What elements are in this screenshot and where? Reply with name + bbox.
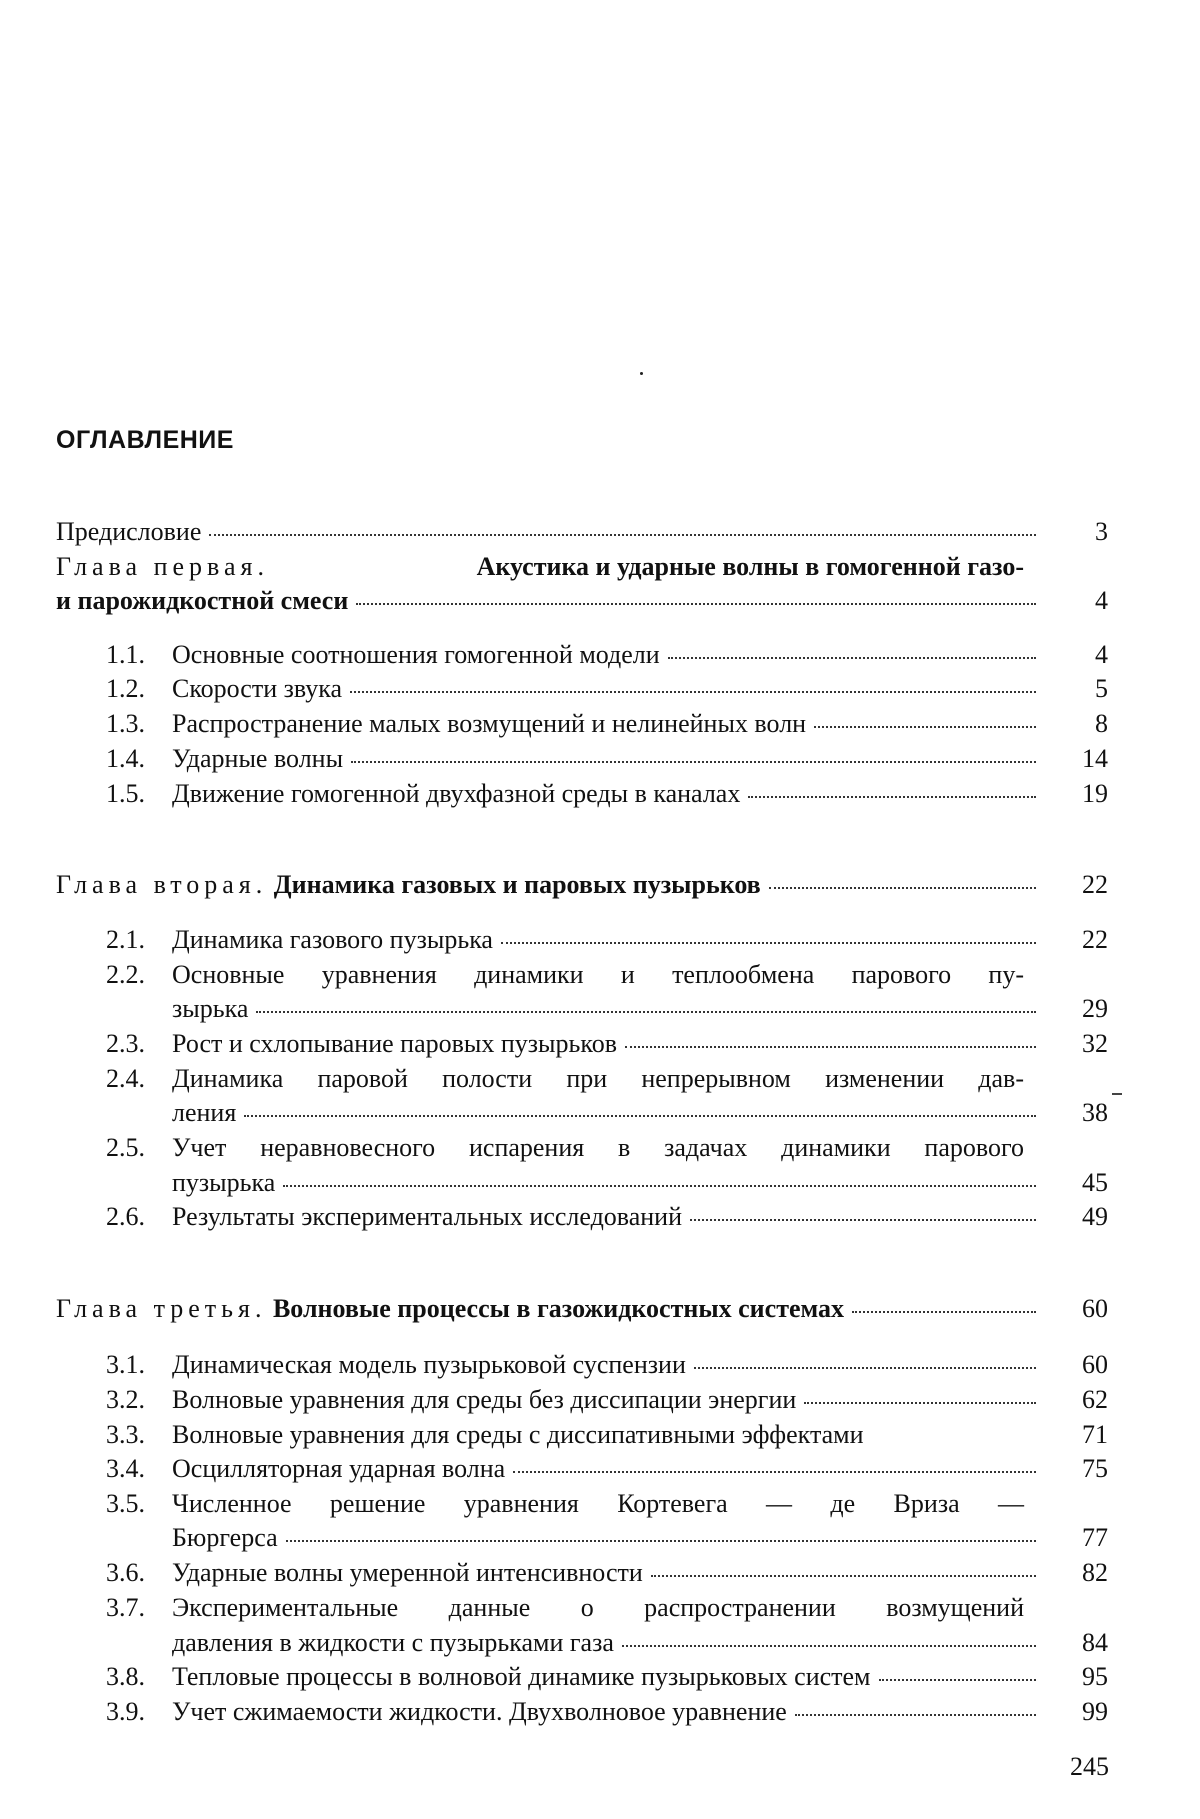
- section-2-4[interactable]: [106, 1064, 1024, 1094]
- section-number: 3.3.: [106, 1420, 145, 1449]
- section-3-9[interactable]: [106, 1697, 1108, 1727]
- section-page: 95: [1082, 1662, 1108, 1691]
- section-page: 71: [1082, 1420, 1108, 1449]
- section-2-5-cont[interactable]: [172, 1168, 1108, 1198]
- section-number: 2.5.: [106, 1133, 145, 1162]
- chapter-prefix: Глава первая.: [56, 552, 269, 581]
- section-page: 62: [1082, 1385, 1108, 1414]
- section-3-5[interactable]: [106, 1489, 1024, 1519]
- chapter-3-heading[interactable]: [56, 1294, 1108, 1324]
- leader-dots: [209, 532, 1036, 536]
- chapter-2-heading[interactable]: [56, 870, 1108, 900]
- section-title: Основные уравнения динамики и теплообмена парового пу-: [172, 960, 1024, 989]
- section-title: Ударные волны умеренной интенсивности: [172, 1558, 643, 1587]
- chapter-title: Акустика и ударные волны в гомогенной газо-: [476, 552, 1024, 581]
- toc-heading: ОГЛАВЛЕНИЕ: [56, 426, 234, 454]
- leader-dots: [622, 1643, 1036, 1647]
- leader-dots: [804, 1400, 1036, 1404]
- section-3-7[interactable]: [106, 1593, 1024, 1623]
- leader-dots: [694, 1365, 1036, 1369]
- chapter-prefix: Глава вторая.: [56, 870, 268, 899]
- leader-dots: [286, 1538, 1036, 1542]
- section-3-1[interactable]: [106, 1350, 1108, 1380]
- leader-dots: [668, 655, 1036, 659]
- section-number: 1.3.: [106, 709, 145, 738]
- leader-dots: [513, 1469, 1036, 1473]
- section-3-4[interactable]: [106, 1454, 1108, 1484]
- section-number: 3.6.: [106, 1558, 145, 1587]
- leader-dots: [690, 1217, 1036, 1221]
- section-title: Волновые уравнения для среды без диссипации энергии: [172, 1385, 797, 1414]
- section-page: 32: [1082, 1029, 1108, 1058]
- section-title-cont: зырька: [172, 994, 249, 1023]
- chapter-page: 60: [1082, 1294, 1108, 1323]
- chapter-page: 22: [1082, 870, 1108, 899]
- leader-dots: [625, 1044, 1036, 1048]
- chapter-title-cont: и парожидкостной смеси: [56, 586, 349, 615]
- section-number: 2.2.: [106, 960, 145, 989]
- section-title-cont: давления в жидкости с пузырьками газа: [172, 1628, 614, 1657]
- section-number: 1.1.: [106, 640, 145, 669]
- leader-dots: [356, 601, 1036, 605]
- section-page: 45: [1082, 1168, 1108, 1197]
- leader-dots: [748, 794, 1036, 798]
- leader-dots: [879, 1677, 1036, 1681]
- leader-dots: [283, 1183, 1036, 1187]
- section-title: Рост и схлопывание паровых пузырьков: [172, 1029, 617, 1058]
- section-page: 22: [1082, 925, 1108, 954]
- section-title-cont: Бюргерса: [172, 1523, 278, 1552]
- section-title: Основные соотношения гомогенной модели: [172, 640, 660, 669]
- leader-dots: [256, 1009, 1036, 1013]
- chapter-heading-text: [56, 1294, 844, 1324]
- section-number: 1.2.: [106, 674, 145, 703]
- leader-dots: [651, 1573, 1036, 1577]
- section-title: Движение гомогенной двухфазной среды в каналах: [172, 779, 741, 808]
- section-3-5-cont[interactable]: [172, 1523, 1108, 1553]
- stray-dash: [1112, 1093, 1122, 1095]
- section-number: 2.6.: [106, 1202, 145, 1231]
- section-page: 29: [1082, 994, 1108, 1023]
- leader-dots: [769, 885, 1036, 889]
- section-1-2[interactable]: [106, 674, 1108, 704]
- section-page: 38: [1082, 1098, 1108, 1127]
- section-2-4-cont[interactable]: [172, 1098, 1108, 1128]
- section-page: 5: [1095, 674, 1108, 703]
- section-title: Динамика паровой полости при непрерывном изменении дав-: [172, 1064, 1024, 1093]
- section-title: Динамика газового пузырька: [172, 925, 493, 954]
- section-page: 82: [1082, 1558, 1108, 1587]
- section-page: 60: [1082, 1350, 1108, 1379]
- section-1-4[interactable]: [106, 744, 1108, 774]
- section-3-8[interactable]: [106, 1662, 1108, 1692]
- chapter-title: Волновые процессы в газожидкостных системах: [272, 1294, 845, 1323]
- entry-title: Предисловие: [56, 517, 202, 546]
- entry-page: 3: [1095, 517, 1108, 546]
- section-number: 3.1.: [106, 1350, 145, 1379]
- section-page: 84: [1082, 1628, 1108, 1657]
- section-title: Распространение малых возмущений и нелинейных волн: [172, 709, 807, 738]
- leader-dots: [814, 724, 1036, 728]
- section-number: 2.1.: [106, 925, 145, 954]
- section-title-cont: пузырька: [172, 1168, 276, 1197]
- section-number: 3.4.: [106, 1454, 145, 1483]
- section-page: 99: [1082, 1697, 1108, 1726]
- section-3-7-cont[interactable]: [172, 1628, 1108, 1658]
- section-3-6[interactable]: [106, 1558, 1108, 1588]
- leader-dots: [351, 759, 1036, 763]
- section-page: 8: [1095, 709, 1108, 738]
- section-page: 49: [1082, 1202, 1108, 1231]
- section-title: Результаты экспериментальных исследований: [172, 1202, 683, 1231]
- section-3-2[interactable]: [106, 1385, 1108, 1415]
- section-2-6[interactable]: [106, 1202, 1108, 1232]
- section-number: 2.4.: [106, 1064, 145, 1093]
- section-1-3[interactable]: [106, 709, 1108, 739]
- section-number: 3.5.: [106, 1489, 145, 1518]
- section-page: 75: [1082, 1454, 1108, 1483]
- leader-dots: [795, 1712, 1036, 1716]
- section-title: Учет сжимаемости жидкости. Двухволновое уравнение: [172, 1697, 787, 1726]
- section-title: Численное решение уравнения Кортевега — де Вриза —: [172, 1489, 1024, 1518]
- section-title: Динамическая модель пузырьковой суспензии: [172, 1350, 686, 1379]
- section-title: Учет неравновесного испарения в задачах динамики парового: [172, 1133, 1024, 1162]
- section-1-1[interactable]: [106, 640, 1108, 670]
- section-3-3[interactable]: [106, 1420, 1108, 1450]
- section-title: Ударные волны: [172, 744, 344, 773]
- section-2-2-cont[interactable]: [172, 994, 1108, 1024]
- leader-dots: [872, 1435, 1036, 1439]
- section-title: Тепловые процессы в волновой динамике пузырьковых систем: [172, 1662, 871, 1691]
- section-number: 3.8.: [106, 1662, 145, 1691]
- leader-dots: [350, 689, 1036, 693]
- section-title: Экспериментальные данные о распространении возмущений: [172, 1593, 1024, 1622]
- chapter-page: 4: [1095, 586, 1108, 615]
- section-title-cont: ления: [172, 1098, 237, 1127]
- section-2-2[interactable]: [106, 960, 1024, 990]
- section-2-1[interactable]: [106, 925, 1108, 955]
- section-number: 3.7.: [106, 1593, 145, 1622]
- section-title: Волновые уравнения для среды с диссипативными эффектами: [172, 1420, 864, 1449]
- section-page: 14: [1082, 744, 1108, 773]
- page-number: 245: [1070, 1752, 1109, 1781]
- leader-dots: [852, 1309, 1036, 1313]
- chapter-1-heading-line1[interactable]: [56, 552, 1024, 582]
- stray-dot: [640, 372, 643, 375]
- section-number: 3.9.: [106, 1697, 145, 1726]
- leader-dots: [244, 1113, 1036, 1117]
- chapter-prefix: Глава третья.: [56, 1294, 267, 1323]
- toc-entry-preface[interactable]: [56, 517, 1108, 547]
- section-title: Осцилляторная ударная волна: [172, 1454, 506, 1483]
- chapter-title: Динамика газовых и паровых пузырьков: [273, 870, 761, 899]
- section-1-5[interactable]: [106, 779, 1108, 809]
- section-page: 77: [1082, 1523, 1108, 1552]
- section-page: 4: [1095, 640, 1108, 669]
- chapter-heading-text: [56, 870, 761, 900]
- section-2-5[interactable]: [106, 1133, 1024, 1163]
- section-number: 1.5.: [106, 779, 145, 808]
- chapter-1-heading-line2[interactable]: [56, 586, 1108, 616]
- section-2-3[interactable]: [106, 1029, 1108, 1059]
- section-title: Скорости звука: [172, 674, 343, 703]
- leader-dots: [501, 940, 1036, 944]
- section-number: 2.3.: [106, 1029, 145, 1058]
- section-page: 19: [1082, 779, 1108, 808]
- section-number: 3.2.: [106, 1385, 145, 1414]
- section-number: 1.4.: [106, 744, 145, 773]
